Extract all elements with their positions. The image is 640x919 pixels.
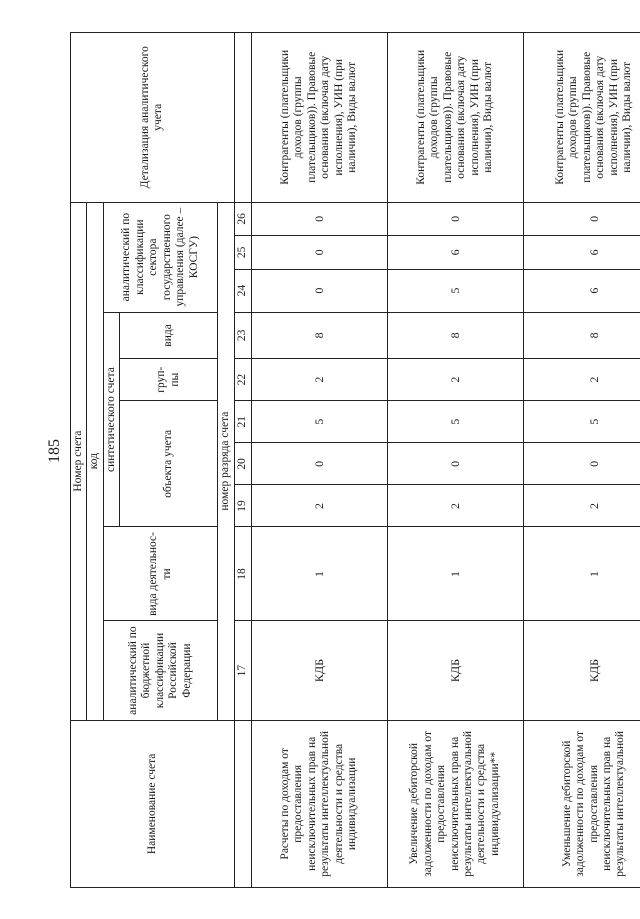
detail-cell: Контрагенты (плательщики доходов (группы плательщиков)). Правовые основания (включая дату исполнения), УИН (при наличии), Виды валют [387, 33, 523, 203]
account-name-cell: Уменьшение дебиторской задолженности по доходам от предоставления неисключительных прав на результаты интеллектуальной [523, 720, 640, 887]
code-cell: 6 [523, 269, 640, 312]
code-cell: 0 [251, 443, 387, 485]
header-accounting-object: объекта учета [120, 401, 218, 527]
code-cell: 5 [251, 401, 387, 443]
accounts-table [70, 32, 640, 888]
digit-cell: 18 [234, 527, 251, 621]
code-cell: 0 [523, 443, 640, 485]
header-budget-classification: аналитический по бюджетной классификации Российской Федерации [103, 621, 217, 720]
table-row [523, 33, 640, 888]
header-digit-number: номер разряда счета [218, 202, 234, 720]
header-activity-type: вида деятельнос-ти [103, 527, 217, 621]
header-account-number: Номер счета [71, 202, 87, 720]
code-cell: 0 [523, 202, 640, 236]
page-number: 185 [46, 439, 63, 463]
code-cell: 1 [387, 527, 523, 621]
code-cell: КДБ [523, 621, 640, 720]
code-cell: 1 [523, 527, 640, 621]
code-cell: 8 [523, 312, 640, 358]
code-cell: 5 [387, 269, 523, 312]
code-cell: 0 [387, 202, 523, 236]
code-cell: 2 [387, 359, 523, 401]
header-kosgu: аналитический по классификации сектора государственного управления (далее – КОСГУ) [103, 202, 217, 312]
detail-cell: Контрагенты (плательщики доходов (группы плательщиков)). Правовые основания (включая дату исполнения), УИН (при наличии), Виды валют [251, 33, 387, 203]
digit-cell: 24 [234, 269, 251, 312]
code-cell: 0 [251, 236, 387, 269]
code-cell: 6 [387, 236, 523, 269]
digit-cell: 25 [234, 236, 251, 269]
header-account-name: Наименование счета [71, 720, 235, 887]
account-name-cell: Расчеты по доходам от предоставления неисключительных прав на результаты интеллектуальной деятельности и средства индивидуализации [251, 720, 387, 887]
digit-cell: 17 [234, 621, 251, 720]
header-type: вида [120, 312, 218, 358]
code-cell: 5 [387, 401, 523, 443]
digit-cell: 19 [234, 485, 251, 527]
code-cell: 8 [387, 312, 523, 358]
header-group: груп-пы [120, 359, 218, 401]
code-cell: 2 [387, 485, 523, 527]
code-cell: 2 [251, 359, 387, 401]
code-cell: КДБ [387, 621, 523, 720]
digit-cell-blank [234, 720, 251, 887]
code-cell: 8 [251, 312, 387, 358]
table-row [387, 33, 523, 888]
digit-cell: 20 [234, 443, 251, 485]
code-cell: 1 [251, 527, 387, 621]
digits-row [234, 33, 251, 888]
code-cell: 6 [523, 236, 640, 269]
account-name-cell: Увеличение дебиторской задолженности по доходам от предоставления неисключительных прав на результаты интеллектуальной деятельности и средства индивидуализации** [387, 720, 523, 887]
code-cell: 2 [251, 485, 387, 527]
header-row-1 [71, 33, 87, 888]
code-cell: 0 [387, 443, 523, 485]
code-cell: 5 [523, 401, 640, 443]
code-cell: 0 [251, 202, 387, 236]
header-analytics-detail: Детализация аналитического учета [71, 33, 235, 203]
digit-cell: 23 [234, 312, 251, 358]
code-cell: 0 [251, 269, 387, 312]
detail-cell: Контрагенты (плательщики доходов (группы плательщиков)). Правовые основания (включая дату исполнения), УИН (при наличии), Виды валют [523, 33, 640, 203]
table-row [251, 33, 387, 888]
code-cell: 2 [523, 485, 640, 527]
rotated-table-wrapper [70, 32, 634, 888]
code-cell: КДБ [251, 621, 387, 720]
header-synthetic-account: синтетического счета [103, 312, 119, 527]
digit-cell: 22 [234, 359, 251, 401]
digit-cell: 26 [234, 202, 251, 236]
header-code: код [87, 202, 103, 720]
digit-cell: 21 [234, 401, 251, 443]
code-cell: 2 [523, 359, 640, 401]
digit-cell-blank [234, 33, 251, 203]
